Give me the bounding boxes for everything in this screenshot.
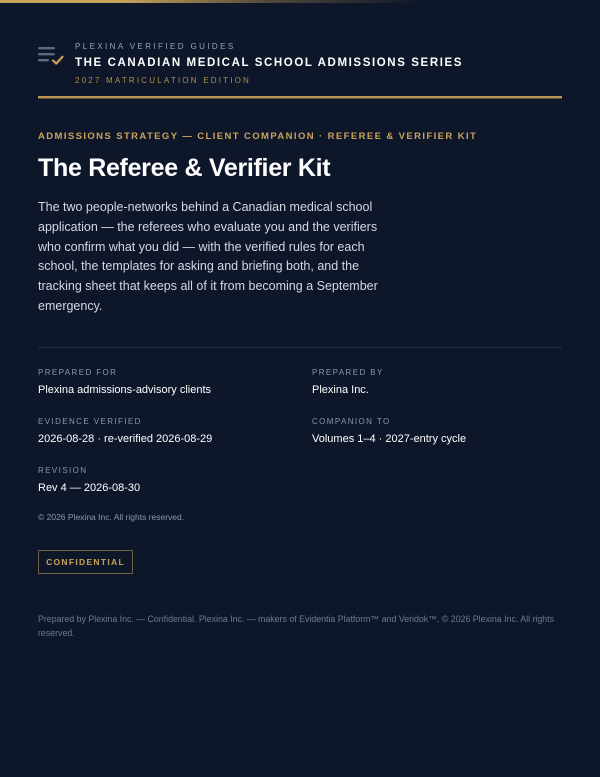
- prepared-for-value: Plexina admissions-advisory clients: [38, 384, 212, 396]
- revision-label: REVISION: [38, 466, 88, 475]
- companion-to-label: COMPANION TO: [312, 417, 391, 426]
- checklist-icon: [38, 46, 64, 66]
- footer-note: Prepared by Plexina Inc. — Confidential. Plexina Inc. — makers of Evidentia Platform™ and Veridok™. © 2026 Plexina Inc. All rights reserved.: [38, 614, 554, 638]
- cover-eyebrow: ADMISSIONS STRATEGY — CLIENT COMPANION · REFEREE & VERIFIER KIT: [38, 131, 478, 142]
- companion-to-value: Volumes 1–4 · 2027-entry cycle: [312, 433, 467, 445]
- revision-value: Rev 4 — 2026-08-30: [38, 482, 141, 494]
- copyright-notice: © 2026 Plexina Inc. All rights reserved.: [38, 512, 185, 522]
- section-divider: [38, 347, 562, 348]
- lead-paragraph: The two people-networks behind a Canadian medical school application — the referees who evaluate you and the verifiers who confirm what you did — with the verified rules for each school, the templates for asking and briefing both, and the tracking sheet that keeps all of it from becoming a September emergency.: [38, 200, 378, 313]
- evidence-verified-label: EVIDENCE VERIFIED: [38, 417, 142, 426]
- gold-divider: [38, 96, 562, 99]
- evidence-verified-value: 2026-08-28 · re-verified 2026-08-29: [38, 433, 213, 445]
- edition-label: 2027 MATRICULATION EDITION: [75, 76, 252, 85]
- masthead-text: [75, 42, 463, 85]
- prepared-for-label: PREPARED FOR: [38, 368, 118, 377]
- masthead: [38, 42, 562, 100]
- prepared-by-value: Plexina Inc.: [312, 384, 369, 396]
- prepared-by-label: PREPARED BY: [312, 368, 384, 377]
- confidential-badge: CONFIDENTIAL: [38, 550, 133, 574]
- series-title: THE CANADIAN MEDICAL SCHOOL ADMISSIONS SERIES: [75, 57, 464, 69]
- top-accent-bar: [0, 0, 600, 3]
- page-title: The Referee & Verifier Kit: [38, 154, 331, 182]
- masthead-kicker: PLEXINA VERIFIED GUIDES: [75, 42, 236, 51]
